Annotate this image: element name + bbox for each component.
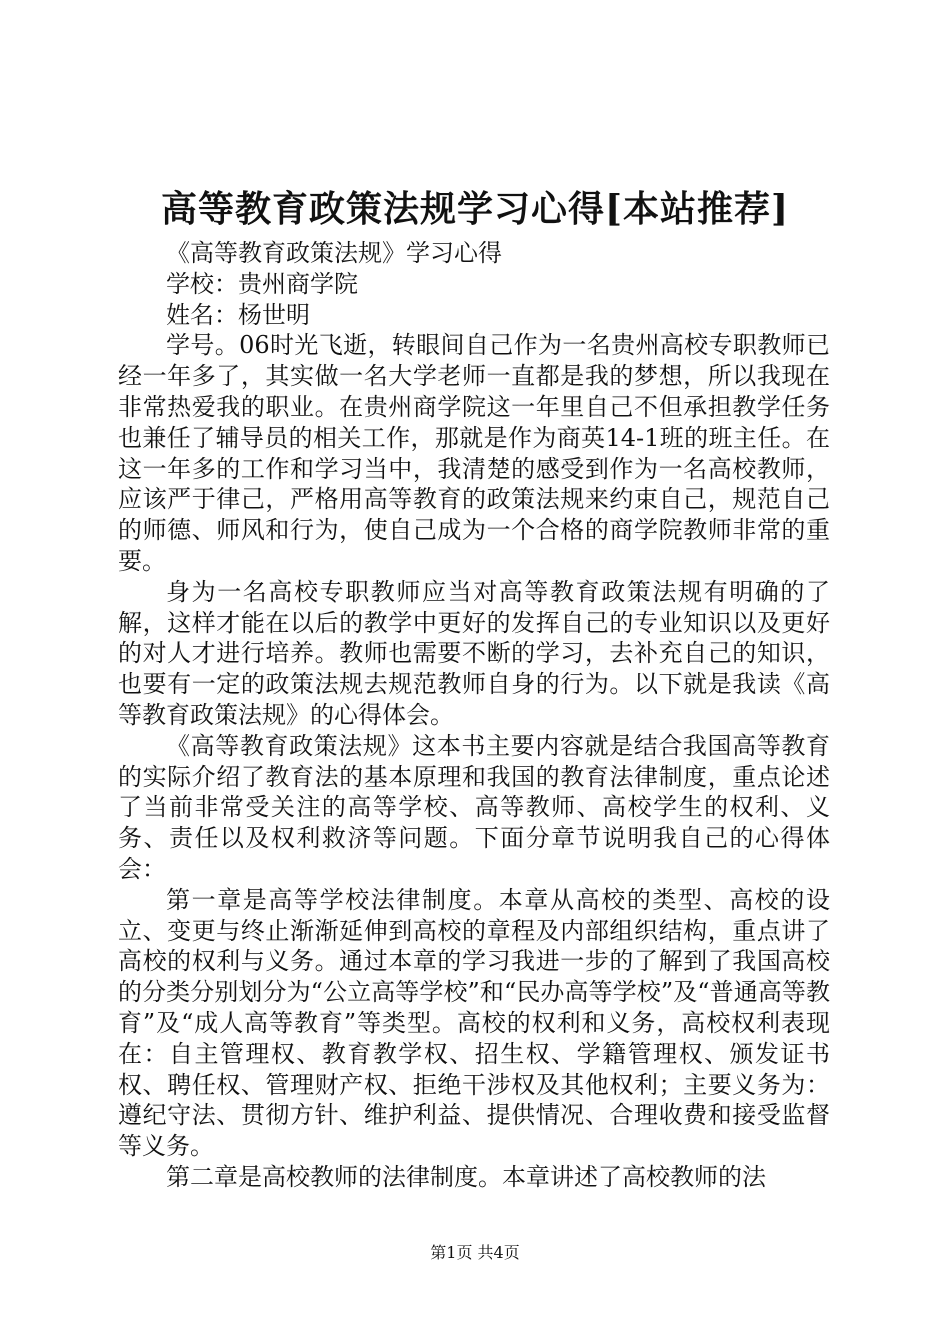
document-title: 高等教育政策法规学习心得[本站推荐] [160,188,790,230]
paragraph-understanding: 身为一名高校专职教师应当对高等教育政策法规有明确的了解，这样才能在以后的教学中更好的发挥自己的专业知识以及更好的对人才进行培养。教师也需要不断的学习，去补充自己的知识，也要有一定的政策法规去规范教师自身的行为。以下就是我读《高等教育政策法规》的心得体会。 [118,577,830,729]
paragraph-book-summary: 《高等教育政策法规》这本书主要内容就是结合我国高等教育的实际介绍了教育法的基本原理和我国的教育法律制度，重点论述了当前非常受关注的高等学校、高等教师、高校学生的权利、义务、责任以及权利救济等问题。下面分章节说明我自己的心得体会： [118,731,830,883]
paragraph-chapter-one: 第一章是高等学校法律制度。本章从高校的类型、高校的设立、变更与终止渐渐延伸到高校的章程及内部组织结构，重点讲了高校的权利与义务。通过本章的学习我进一步的了解到了我国高校的分类分别划分为“公立高等学校”和“民办高等学校”及“普通高等教育”及“成人高等教育”等类型。高校的权利和义务，高校权利表现在：自主管理权、教育教学权、招生权、学籍管理权、颁发证书权、聘任权、管理财产权、拒绝干涉权及其他权利；主要义务为：遵纪守法、贯彻方针、维护利益、提供情况、合理收费和接受监督等义务。 [118,885,830,1161]
paragraph-school: 学校：贵州商学院 [166,269,358,298]
paragraph-name: 姓名：杨世明 [166,300,310,329]
page-footer: 第1页 共4页 [430,1243,520,1262]
paragraph-book-title: 《高等教育政策法规》学习心得 [166,239,502,267]
paragraph-chapter-two: 第二章是高校教师的法律制度。本章讲述了高校教师的法 [166,1162,766,1191]
paragraph-intro: 学号。06时光飞逝，转眼间自己作为一名贵州高校专职教师已经一年多了，其实做一名大学老师一直都是我的梦想，所以我现在非常热爱我的职业。在贵州商学院这一年里自己不但承担教学任务也兼任了辅导员的相关工作，那就是作为商英14-1班的班主任。在这一年多的工作和学习当中，我清楚的感受到作为一名高校教师，应该严于律己，严格用高等教育的政策法规来约束自己，规范自己的师德、师风和行为，使自己成为一个合格的商学院教师非常的重要。 [118,331,830,575]
document-body [118,238,830,1193]
